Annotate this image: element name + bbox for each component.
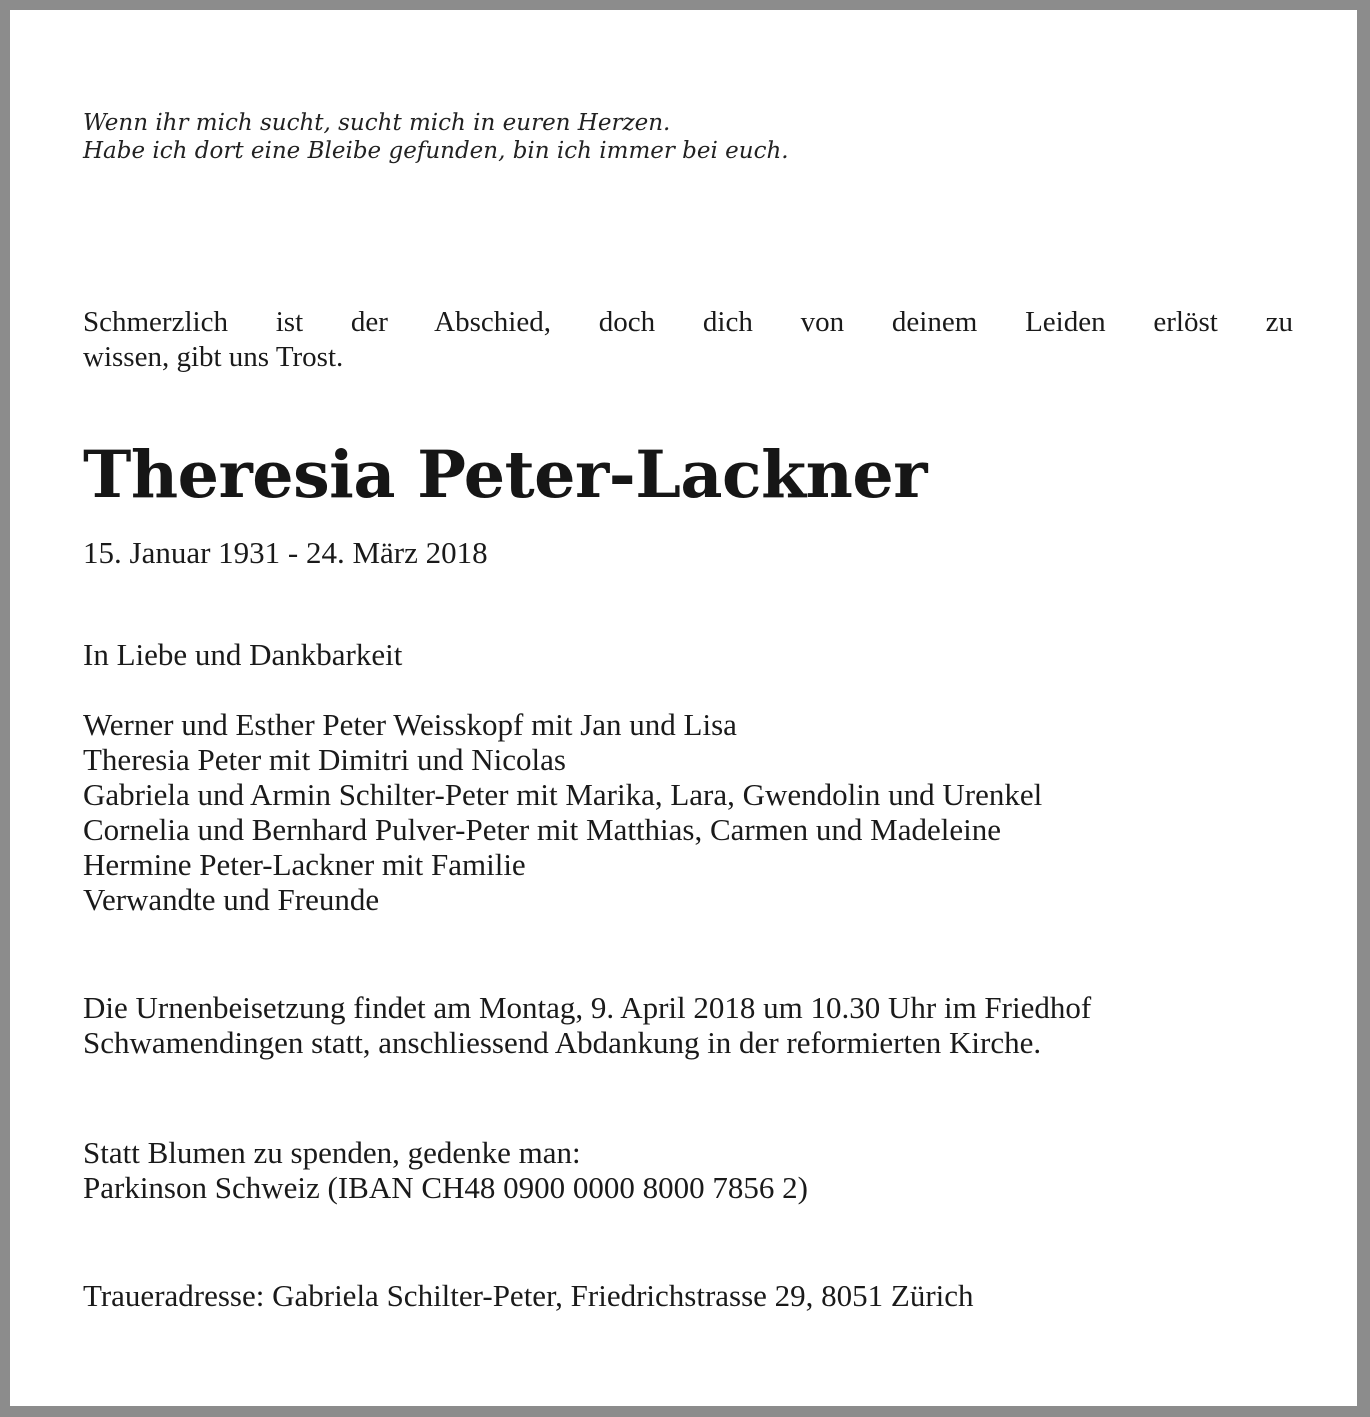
deceased-name: Theresia Peter-Lackner bbox=[83, 437, 927, 513]
motto-line: Habe ich dort eine Bleibe gefunden, bin ich immer bei euch. bbox=[83, 138, 789, 164]
donation-info bbox=[83, 1135, 1293, 1205]
motto-quote bbox=[83, 109, 1293, 165]
donation-line: Statt Blumen zu spenden, gedenke man: bbox=[83, 1135, 581, 1170]
mourner-line: Werner und Esther Peter Weisskopf mit Jan und Lisa bbox=[83, 707, 737, 742]
life-dates: 15. Januar 1931 - 24. März 2018 bbox=[83, 535, 488, 570]
dedication-text: In Liebe und Dankbarkeit bbox=[83, 637, 403, 672]
service-line: Die Urnenbeisetzung findet am Montag, 9. April 2018 um 10.30 Uhr im Friedhof bbox=[83, 990, 1092, 1025]
mourner-line: Hermine Peter-Lackner mit Familie bbox=[83, 847, 526, 882]
motto-line: Wenn ihr mich sucht, sucht mich in euren Herzen. bbox=[83, 110, 671, 136]
obituary-page bbox=[10, 10, 1357, 1406]
mourner-line: Cornelia und Bernhard Pulver-Peter mit Matthias, Carmen und Madeleine bbox=[83, 812, 1001, 847]
service-info bbox=[83, 990, 1293, 1060]
mourning-address: Traueradresse: Gabriela Schilter-Peter, Friedrichstrasse 29, 8051 Zürich bbox=[83, 1278, 974, 1313]
mourner-line: Theresia Peter mit Dimitri und Nicolas bbox=[83, 742, 566, 777]
intro-text bbox=[83, 305, 1293, 375]
service-line: Schwamendingen statt, anschliessend Abdankung in der reformierten Kirche. bbox=[83, 1025, 1042, 1060]
mourner-line: Gabriela und Armin Schilter-Peter mit Marika, Lara, Gwendolin und Urenkel bbox=[83, 777, 1043, 812]
intro-line: Schmerzlich ist der Abschied, doch dich von deinem Leiden erlöst zu bbox=[83, 306, 1293, 338]
donation-line: Parkinson Schweiz (IBAN CH48 0900 0000 8000 7856 2) bbox=[83, 1170, 809, 1205]
intro-line: wissen, gibt uns Trost. bbox=[83, 341, 344, 373]
mourners-list bbox=[83, 707, 1293, 917]
mourner-line: Verwandte und Freunde bbox=[83, 882, 380, 917]
